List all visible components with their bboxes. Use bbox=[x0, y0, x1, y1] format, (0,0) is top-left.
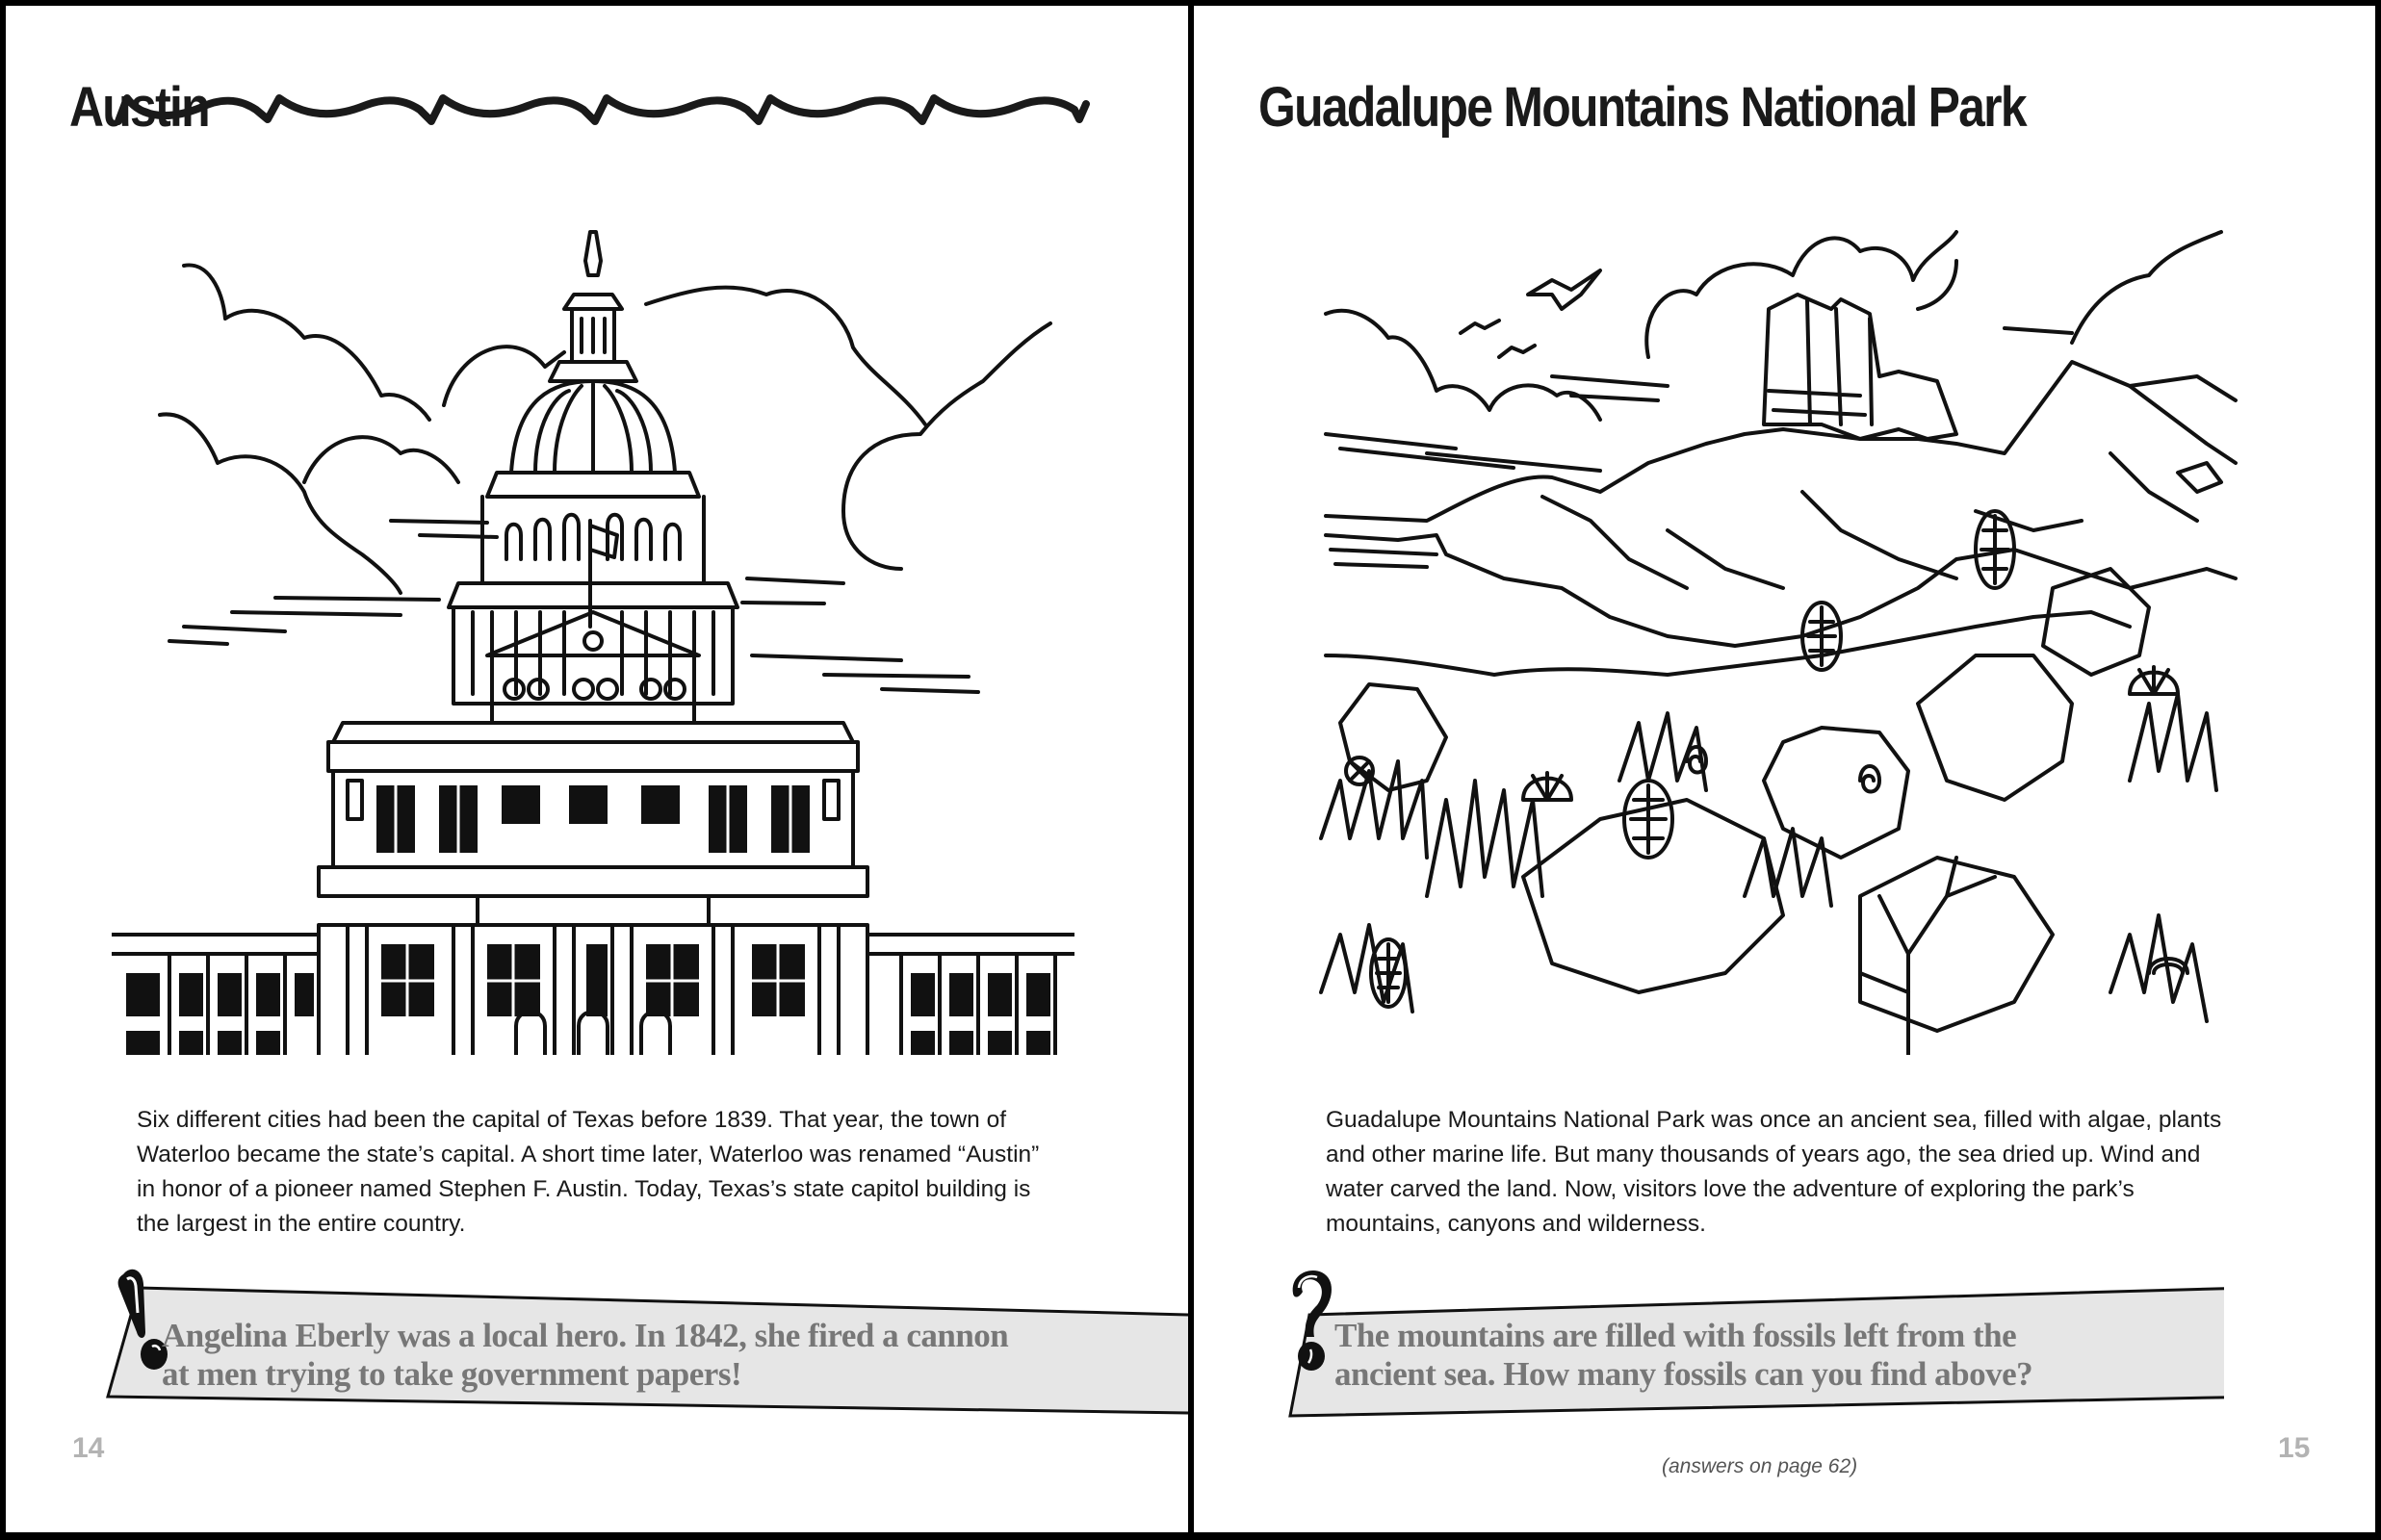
page-number: 15 bbox=[2278, 1432, 2311, 1464]
question-callout bbox=[1281, 1257, 2224, 1440]
callout-text: The mountains are filled with fossils left from the ancient sea. How many fossils can you find above? bbox=[1334, 1317, 2033, 1393]
body-paragraph: Six different cities had been the capital of Texas before 1839. That year, the town of Waterloo became the state’s capital. A short time later, Waterloo was renamed “Austin” in honor of a pioneer named Stephen F. Austin. Today, Texas’s state capitol building is the largest in the entire country. bbox=[137, 1107, 1040, 1237]
squiggle-decoration-icon bbox=[114, 90, 1091, 129]
question-icon bbox=[1285, 1265, 1338, 1375]
guadalupe-mountains-illustration bbox=[1282, 203, 2245, 1055]
callout-text: Angelina Eberly was a local hero. In 1842, she fired a cannon at men trying to take government papers! bbox=[162, 1317, 1009, 1393]
page-number: 14 bbox=[72, 1432, 105, 1464]
right-page bbox=[1194, 6, 2375, 1532]
exclamation-icon bbox=[112, 1265, 169, 1375]
page-title: Guadalupe Mountains National Park bbox=[1258, 76, 2026, 139]
capitol-illustration bbox=[112, 203, 1074, 1055]
page-title: Austin bbox=[69, 76, 209, 139]
body-paragraph: Guadalupe Mountains National Park was once an ancient sea, filled with algae, plants and other marine life. But many thousands of years ago, the sea dried up. Wind and water carved the land. Now, visitors love the adventure of exploring the park’s mountains, canyons and wilderness. bbox=[1326, 1107, 2222, 1237]
fun-fact-callout bbox=[102, 1257, 1188, 1440]
answers-note: (answers on page 62) bbox=[1662, 1455, 1858, 1477]
left-page bbox=[6, 6, 1188, 1532]
